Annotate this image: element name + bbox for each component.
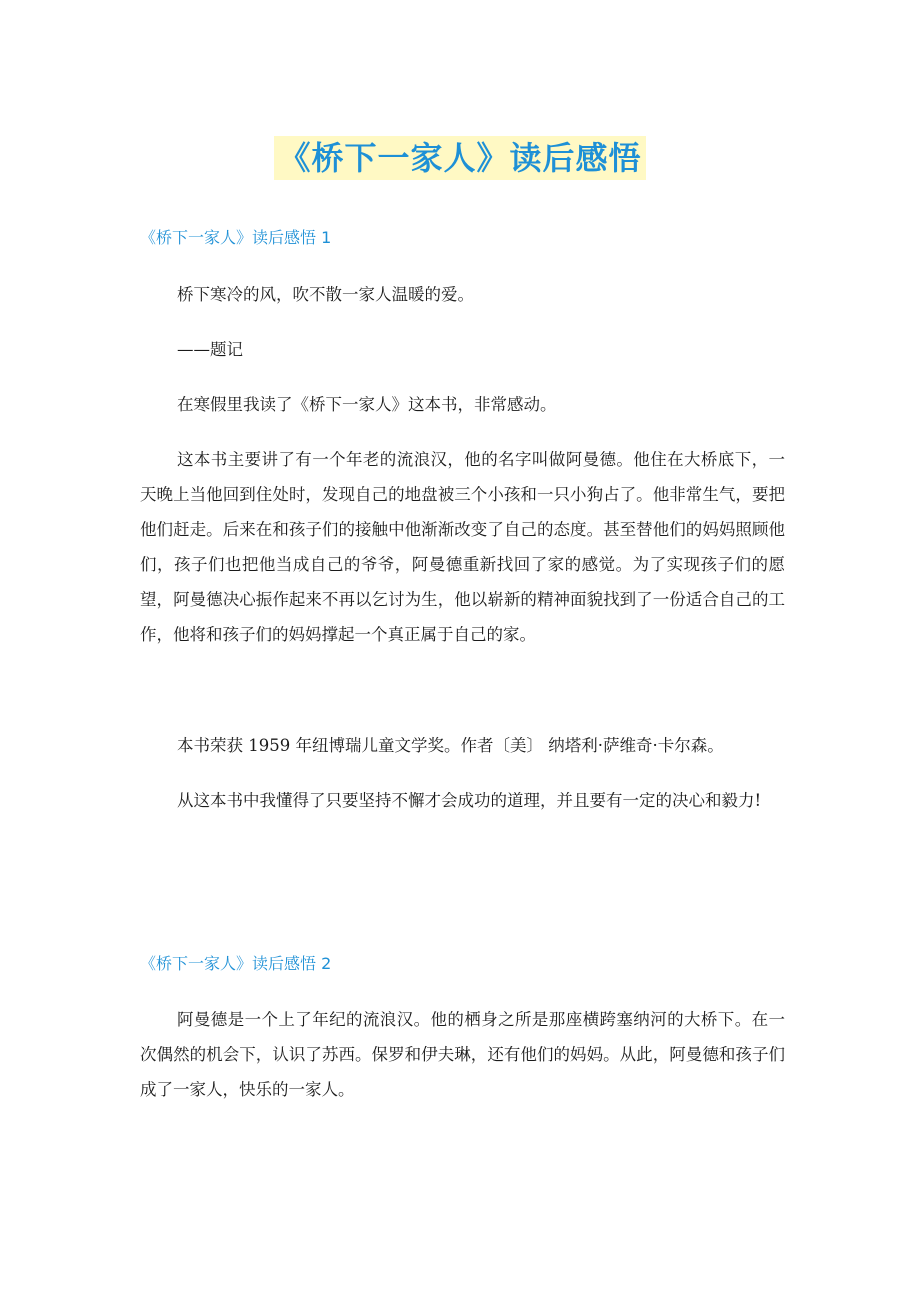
title-container	[0, 136, 920, 180]
section-1-paragraph-1: 桥下寒冷的风，吹不散一家人温暖的爱。	[177, 285, 474, 304]
section-1-paragraph-2: ——题记	[177, 340, 243, 359]
section-1-heading: 《桥下一家人》读后感悟 1	[140, 228, 332, 247]
section-2-paragraph-1: 阿曼德是一个上了年纪的流浪汉。他的栖身之所是那座横跨塞纳河的大桥下。在一次偶然的机会下，认识了苏西。保罗和伊夫琳，还有他们的妈妈。从此，阿曼德和孩子们成了一家人，快乐的一家人。	[140, 1010, 785, 1099]
document-title: 《桥下一家人》读后感悟	[274, 136, 645, 180]
section-1-paragraph-4: 这本书主要讲了有一个年老的流浪汉，他的名字叫做阿曼德。他住在大桥底下，一天晚上当他回到住处时，发现自己的地盘被三个小孩和一只小狗占了。他非常生气，要把他们赶走。后来在和孩子们的接触中他渐渐改变了自己的态度。甚至替他们的妈妈照顾他们，孩子们也把他当成自己的爷爷，阿曼德重新找回了家的感觉。为了实现孩子们的愿望，阿曼德决心振作起来不再以乞讨为生，他以崭新的精神面貌找到了一份适合自己的工作，他将和孩子们的妈妈撑起一个真正属于自己的家。	[140, 450, 785, 644]
section-1-paragraph-6: 从这本书中我懂得了只要坚持不懈才会成功的道理，并且要有一定的决心和毅力!	[177, 791, 762, 810]
section-1-paragraph-3: 在寒假里我读了《桥下一家人》这本书，非常感动。	[177, 395, 557, 414]
section-1-paragraph-5: 本书荣获 1959 年纽博瑞儿童文学奖。作者〔美〕 纳塔利·萨维奇·卡尔森。	[177, 736, 724, 755]
section-2-heading: 《桥下一家人》读后感悟 2	[140, 954, 332, 973]
